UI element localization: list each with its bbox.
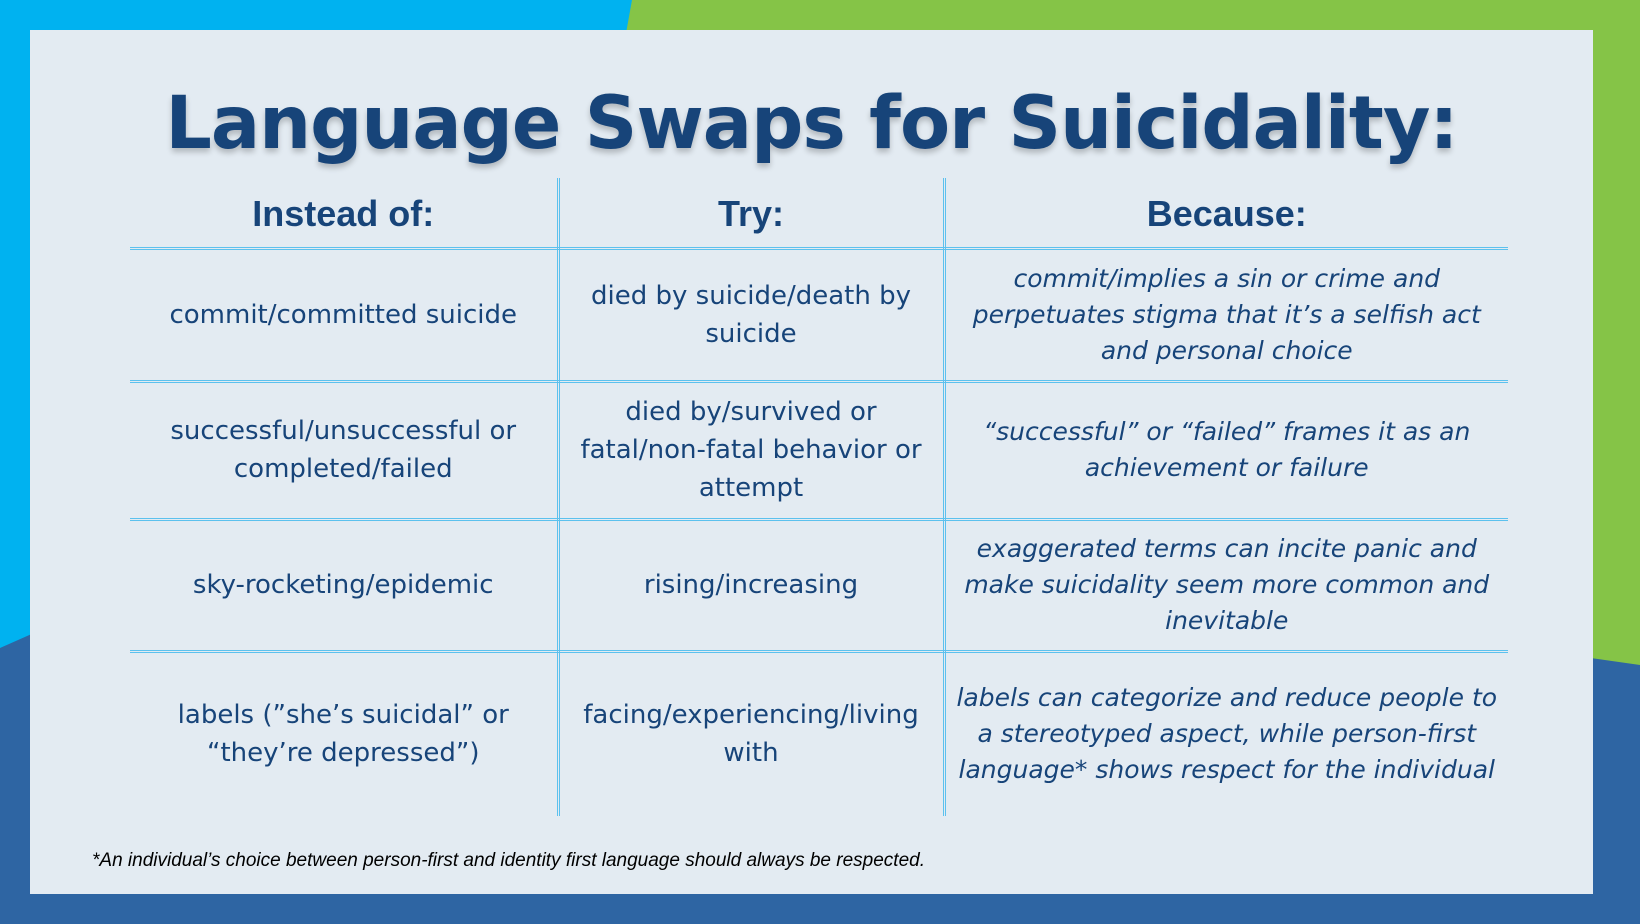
language-swaps-table: [130, 178, 1508, 816]
cell-because: exaggerated terms can incite panic and make suicidality seem more common and inevitable: [944, 519, 1508, 651]
header-try: Try:: [558, 178, 944, 248]
cell-instead-of: commit/committed suicide: [130, 248, 558, 381]
cell-instead-of: labels (”she’s suicidal” or “they’re depressed”): [130, 651, 558, 816]
cell-try: died by/survived or fatal/non-fatal behavior or attempt: [558, 381, 944, 519]
cell-try: facing/experiencing/living with: [558, 651, 944, 816]
table-row: [130, 651, 1508, 816]
cell-instead-of: sky-rocketing/epidemic: [130, 519, 558, 651]
content-card: [30, 30, 1593, 894]
cell-because: commit/implies a sin or crime and perpetuates stigma that it’s a selfish act and personal choice: [944, 248, 1508, 381]
cell-try: rising/increasing: [558, 519, 944, 651]
cell-try: died by suicide/death by suicide: [558, 248, 944, 381]
table-row: [130, 381, 1508, 519]
page-title: Language Swaps for Suicidality:: [165, 81, 1458, 166]
cell-because: “successful” or “failed” frames it as an achievement or failure: [944, 381, 1508, 519]
table-header-row: [130, 178, 1508, 248]
header-instead-of: Instead of:: [130, 178, 558, 248]
cell-because: labels can categorize and reduce people to a stereotyped aspect, while person-first language* shows respect for the individual: [944, 651, 1508, 816]
table-row: [130, 519, 1508, 651]
header-because: Because:: [944, 178, 1508, 248]
table-row: [130, 248, 1508, 381]
footnote: *An individual’s choice between person-first and identity first language should always be respected.: [92, 850, 925, 871]
cell-instead-of: successful/unsuccessful or completed/failed: [130, 381, 558, 519]
